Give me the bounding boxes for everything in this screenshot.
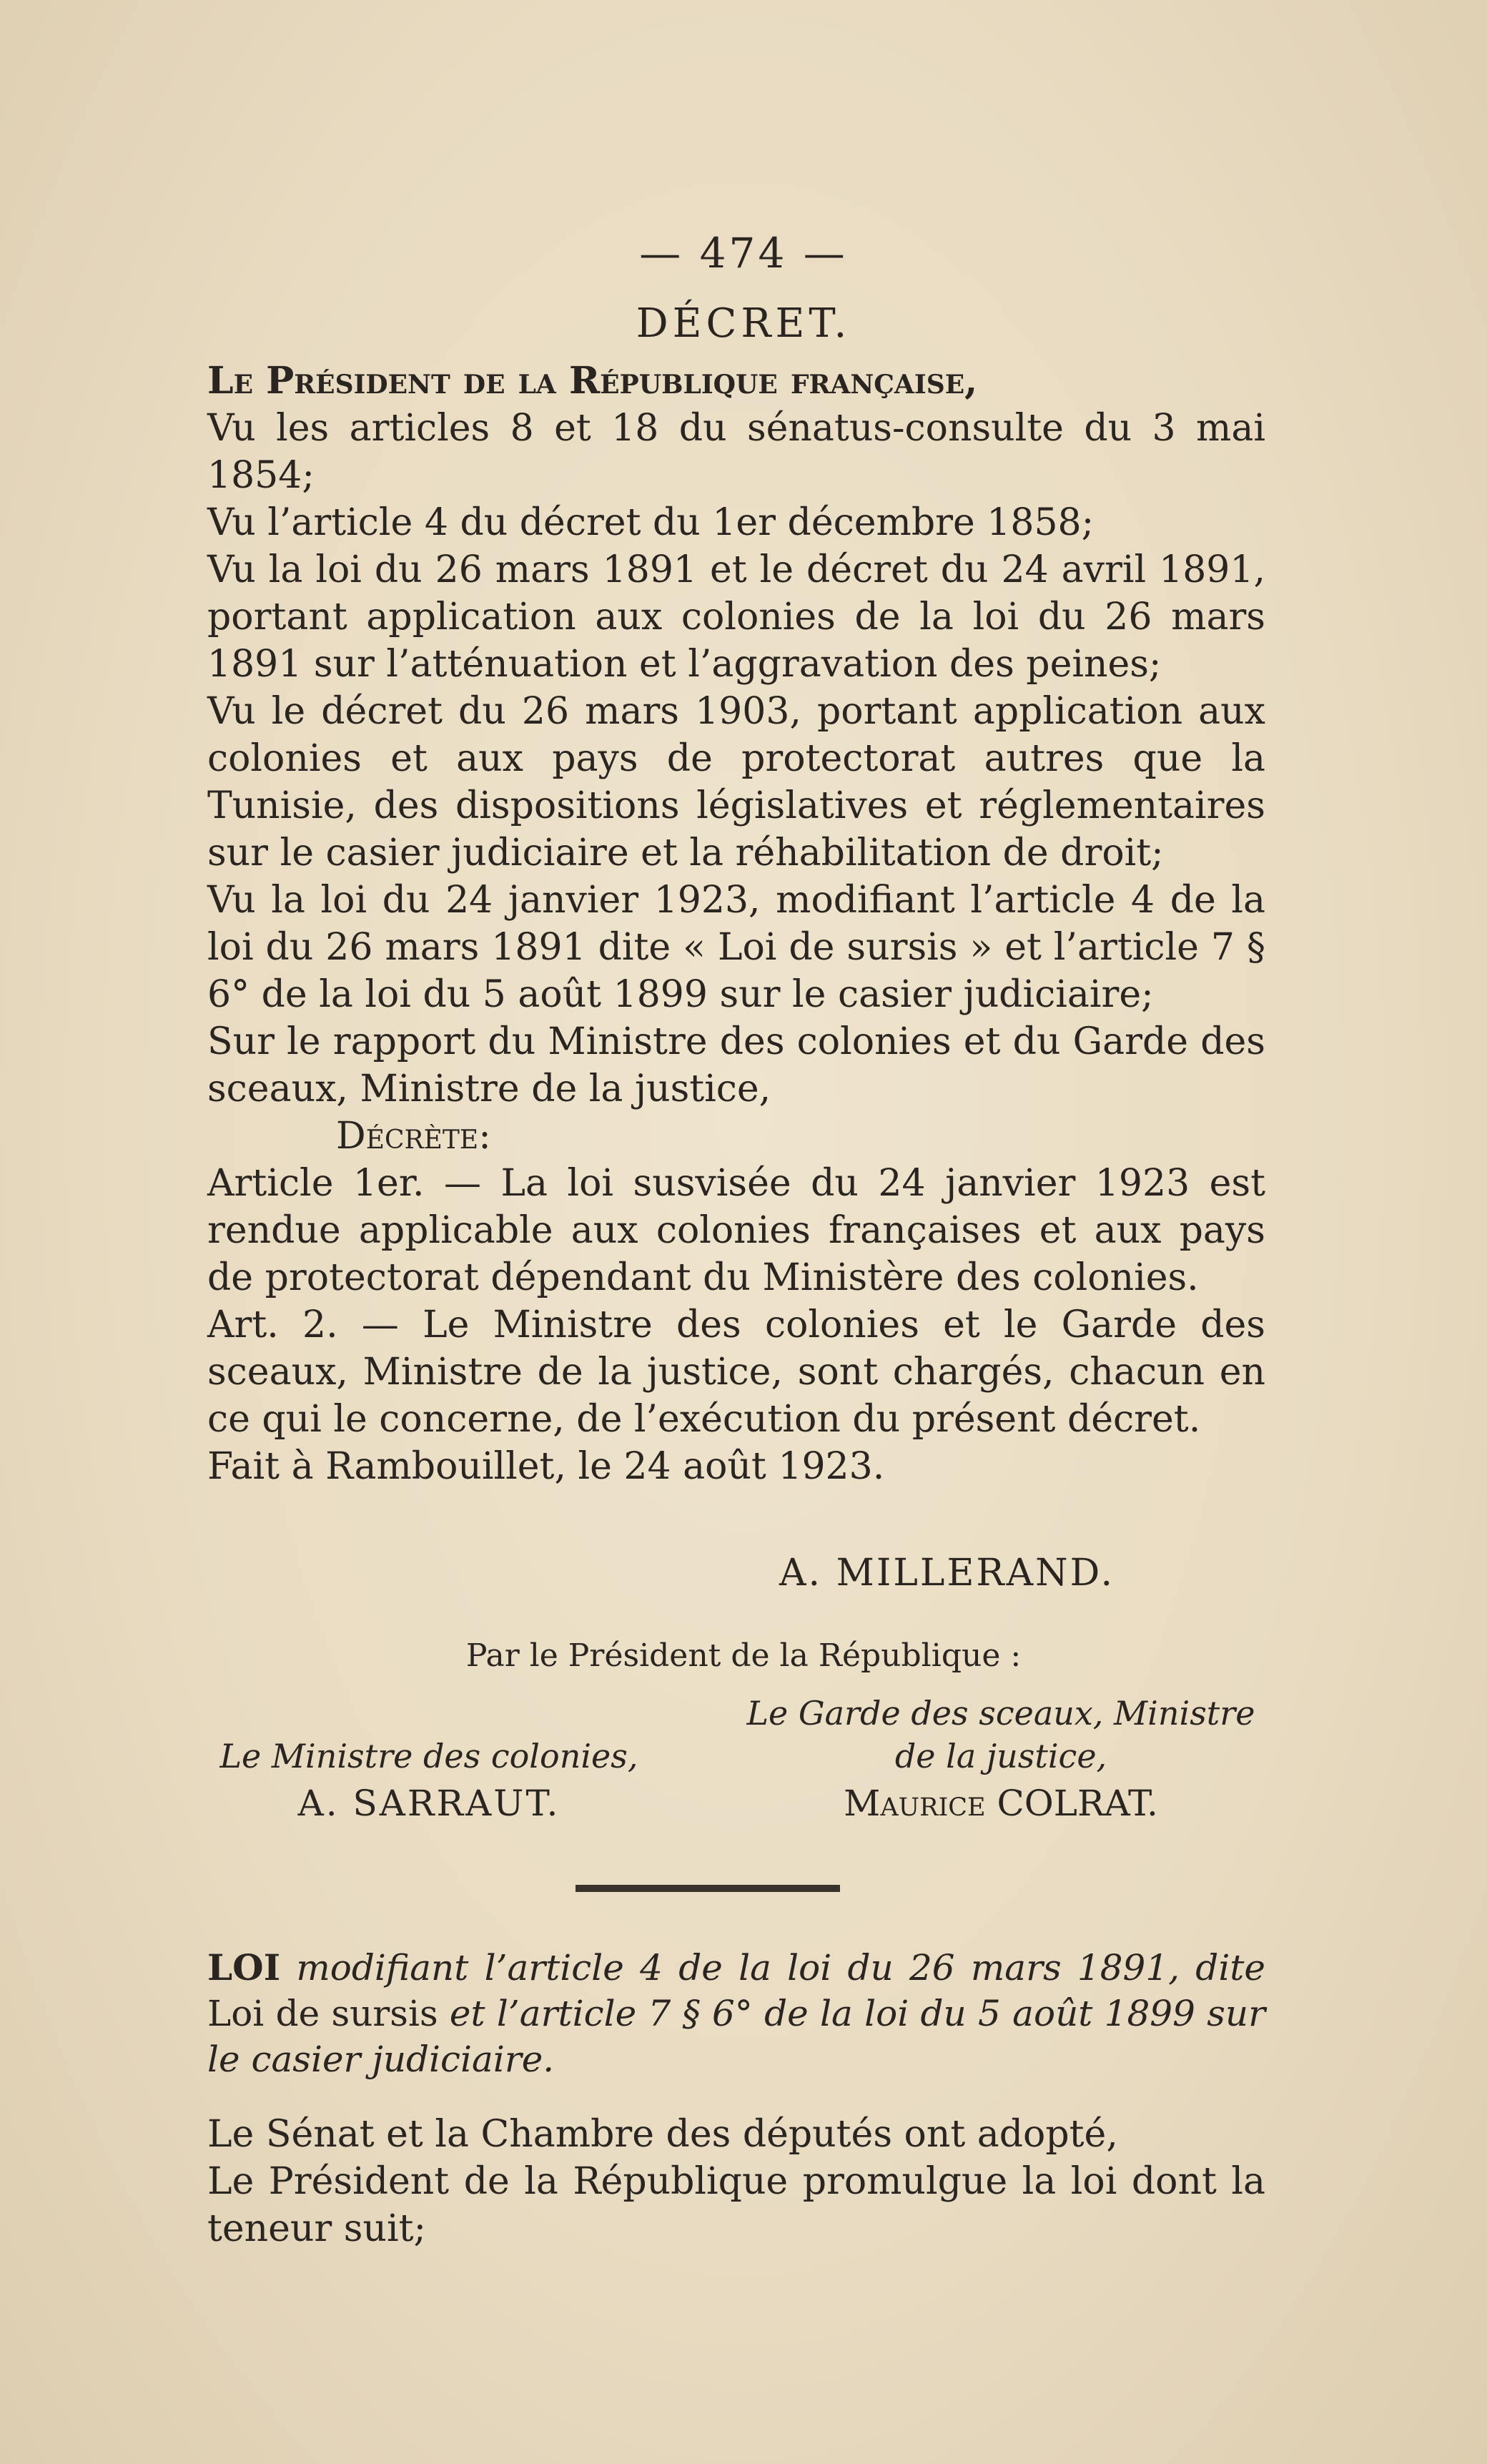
right-sig-title-2: de la justice, [894, 1737, 1107, 1775]
loi-section [207, 1945, 1265, 2252]
preamble-text: Le Président de la République française, [207, 359, 978, 403]
article-2: Art. 2. — Le Ministre des colonies et le Garde des sceaux, Ministre de la justice, sont chargés, chacun en ce qui le concerne, de l’exécution du présent décret. [207, 1304, 1265, 1441]
separator-rule [575, 1885, 840, 1892]
loi-title-part2: de sursis [264, 1993, 438, 2034]
preamble-line-rapport: Sur le rapport du Ministre des colonies et du Garde des sceaux, Ministre de la justice, [207, 1020, 1265, 1110]
fait-line: Fait à Rambouillet, le 24 août 1923. [207, 1445, 885, 1488]
article-1: Article 1er. — La loi susvisée du 24 janvier 1923 est rendue applicable aux colonies françaises et aux pays de protectorat dépendant du Ministère des colonies. [207, 1162, 1265, 1299]
loi-title-part3: et l’article 7 § 6° de la loi du 5 août 1899 sur le casier judiciaire. [207, 1993, 1265, 2080]
par-le-president: Par le Président de la République : [465, 1637, 1022, 1674]
right-sig-name: Maurice COLRAT. [844, 1783, 1158, 1824]
preamble-line-vu-1: Vu les articles 8 et 18 du sénatus-consulte du 3 mai 1854; [207, 407, 1265, 497]
preamble [207, 358, 1265, 1490]
left-signature [186, 1735, 672, 1825]
loi-title-part1: modifiant l’article 4 de la loi du 26 mars 1891, dite [280, 1947, 1265, 1989]
preamble-line-vu-5: Vu la loi du 24 janvier 1923, modifiant l’article 4 de la loi du 26 mars 1891 dite « Loi de sursis » et l’article 7 § 6° de la loi du 5 août 1899 sur le casier judiciaire; [207, 879, 1265, 1016]
decrete-label: Décrète: [336, 1115, 491, 1158]
signatory-millerand: A. MILLERAND. [779, 1552, 1115, 1595]
right-signature [729, 1692, 1273, 1825]
decree-heading: DÉCRET. [636, 300, 851, 347]
preamble-line-vu-4: Vu le décret du 26 mars 1903, portant application aux colonies et aux pays de protectorat autres que la Tunisie, des dispositions législatives et réglementaires sur le casier judiciaire et la réhabilitation de droit; [207, 690, 1265, 874]
preamble-line-president [207, 358, 1265, 405]
loi-title [207, 1945, 1265, 2082]
right-sig-title-1: Le Garde des sceaux, Ministre [746, 1694, 1255, 1733]
loi-title-loi2: Loi [207, 1993, 265, 2034]
left-sig-title: Le Ministre des colonies, [219, 1737, 638, 1775]
loi-title-loi: LOI [207, 1946, 281, 1989]
left-sig-name: A. SARRAUT. [297, 1783, 560, 1824]
page-number: — 474 — [639, 229, 848, 277]
loi-body-1: Le Sénat et la Chambre des députés ont adopté, [207, 2113, 1118, 2156]
preamble-line-vu-3: Vu la loi du 26 mars 1891 et le décret du 24 avril 1891, portant application aux colonies de la loi du 26 mars 1891 sur l’atténuation et l’aggravation des peines; [207, 548, 1265, 686]
preamble-line-vu-2: Vu l’article 4 du décret du 1er décembre 1858; [207, 501, 1095, 544]
loi-body-2: Le Président de la République promulgue la loi dont la teneur suit; [207, 2160, 1265, 2250]
